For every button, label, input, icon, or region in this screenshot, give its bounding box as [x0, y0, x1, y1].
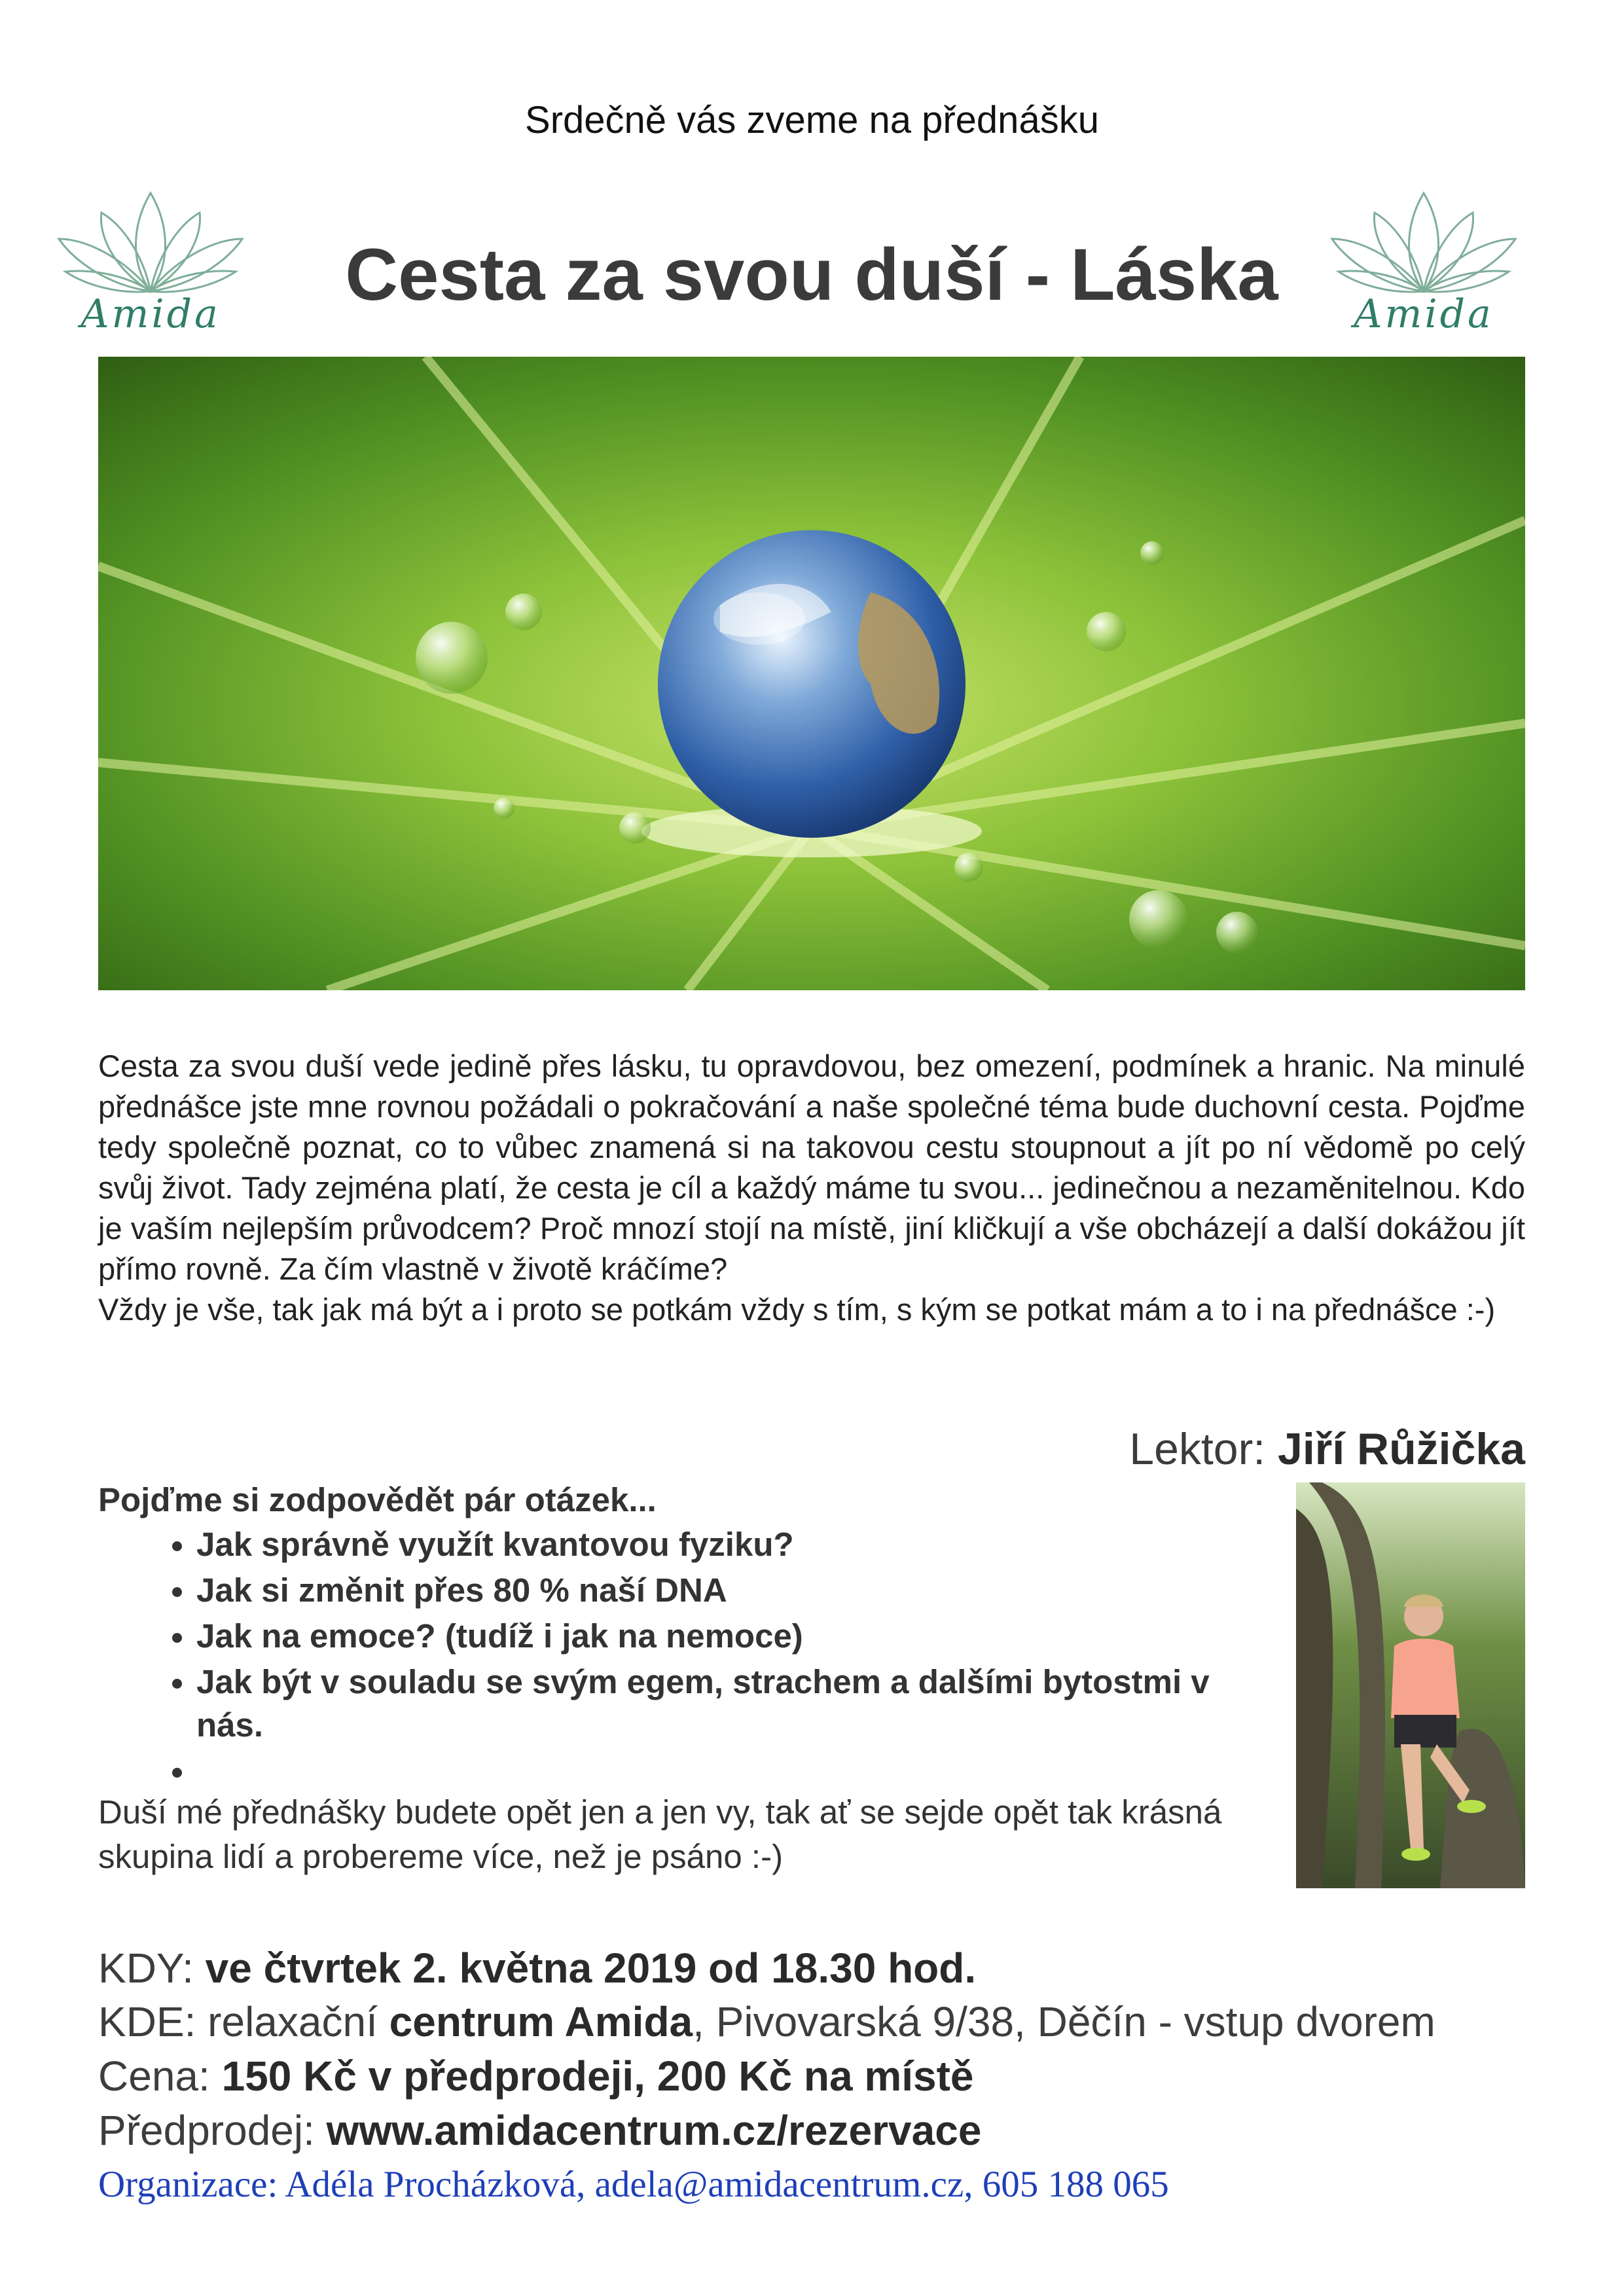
hero-image-earth-on-leaf [98, 357, 1525, 990]
logo-text: Amida [81, 291, 221, 337]
when-value: ve čtvrtek 2. května 2019 od 18.30 hod. [205, 1945, 977, 1992]
list-item: • Jak na emoce? (tudíž i jak na nemoce) [196, 1615, 1276, 1658]
price-value: 150 Kč v předprodeji, 200 Kč na místě [221, 2053, 974, 2100]
invitation-text: Srdečně vás zveme na přednášku [525, 99, 1099, 141]
logo-text: Amida [1354, 291, 1494, 337]
when-label: KDY: [98, 1945, 206, 1992]
list-item: • Jak si změnit přes 80 % naší DNA [196, 1569, 1276, 1612]
lecturer [1129, 1424, 1525, 1475]
organizer-contact: Organizace: Adéla Procházková, adela@amidacentrum.cz, 605 188 065 [98, 2164, 1169, 2205]
event-where [98, 1998, 1435, 2046]
event-presale [98, 2106, 981, 2155]
lecturer-photo [1296, 1482, 1525, 1888]
lecturer-name: Jiří Růžička [1278, 1424, 1525, 1474]
closing-text: Duší mé přednášky budete opět jen a jen vy, tak ať se sejde opět tak krásná skupina lidí a probereme více, než je psáno :-) [98, 1793, 1222, 1875]
questions-list [98, 1523, 1276, 1793]
description-paragraph-1: Cesta za svou duší vede jedině přes lásku, tu opravdovou, bez omezení, podmínek a hranic. Na minulé přednášce jste mne rovnou požádali o pokračování a naše společné téma bude duchovní cesta. Pojďme tedy společně poznat, co to vůbec znamená si na takovou cestu stoupnout a jít po ní vědomě po celý svůj život. Tady zejména platí, že cesta je cíl a každý máme tu svou... jedinečnou a nezaměnitelnou. Kdo je vaším nejlepším průvodcem? Proč mnozí stojí na místě, jiní kličkují a vše obcházejí a další dokážou jít přímo rovně. Za čím vlastně v životě kráčíme? [98, 1049, 1525, 1286]
questions-section [98, 1480, 1276, 1795]
event-price [98, 2052, 974, 2100]
amida-logo-right [1319, 187, 1528, 347]
description-paragraph-2: Vždy je vše, tak jak má být a i proto se potkám vždy s tím, s kým se potkat mám a to i na přednášce :-) [98, 1292, 1496, 1327]
presale-link[interactable]: www.amidacentrum.cz/rezervace [326, 2107, 982, 2154]
lecturer-label: Lektor: [1129, 1424, 1278, 1474]
list-item: • Jak správně využít kvantovou fyziku? [196, 1523, 1276, 1566]
page-title: Cesta za svou duší - Láska [345, 234, 1278, 315]
where-label: KDE: relaxační [98, 1998, 389, 2045]
event-when [98, 1944, 976, 1992]
presale-label: Předprodej: [98, 2107, 327, 2154]
where-bold: centrum Amida [389, 1998, 693, 2045]
price-label: Cena: [98, 2053, 222, 2100]
questions-heading: Pojďme si zodpovědět pár otázek... [98, 1481, 657, 1518]
where-rest: , Pivovarská 9/38, Děčín - vstup dvorem [693, 1998, 1435, 2045]
description [98, 1046, 1525, 1330]
list-item: • Jak být v souladu se svým egem, strachem a dalšími bytostmi v nás. [196, 1660, 1276, 1747]
list-item-empty [196, 1749, 1276, 1793]
